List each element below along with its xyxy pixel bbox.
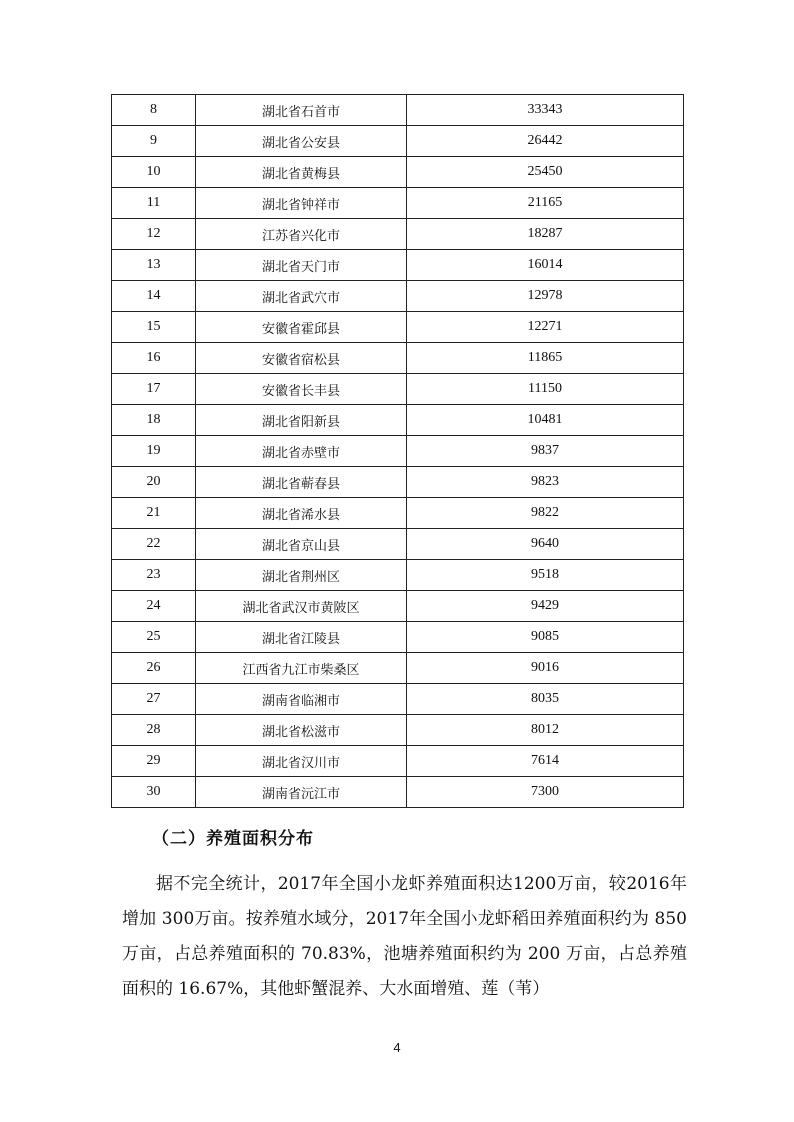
rank-cell: 11 bbox=[112, 188, 196, 219]
rank-cell: 29 bbox=[112, 746, 196, 777]
page-number: 4 bbox=[393, 1040, 401, 1055]
region-cell: 湖北省浠水县 bbox=[196, 498, 407, 529]
value-cell: 12271 bbox=[407, 312, 684, 343]
table-row bbox=[112, 777, 684, 808]
table-row bbox=[112, 529, 684, 560]
table-row bbox=[112, 591, 684, 622]
region-cell: 湖北省钟祥市 bbox=[196, 188, 407, 219]
rank-cell: 17 bbox=[112, 374, 196, 405]
table-row bbox=[112, 95, 684, 126]
region-cell: 湖北省江陵县 bbox=[196, 622, 407, 653]
value-cell: 10481 bbox=[407, 405, 684, 436]
rank-cell: 20 bbox=[112, 467, 196, 498]
table-row bbox=[112, 622, 684, 653]
region-cell: 湖南省沅江市 bbox=[196, 777, 407, 808]
region-cell: 湖北省松滋市 bbox=[196, 715, 407, 746]
region-cell: 湖北省汉川市 bbox=[196, 746, 407, 777]
value-cell: 9837 bbox=[407, 436, 684, 467]
rank-cell: 19 bbox=[112, 436, 196, 467]
value-cell: 12978 bbox=[407, 281, 684, 312]
rank-cell: 16 bbox=[112, 343, 196, 374]
region-cell: 湖北省荆州区 bbox=[196, 560, 407, 591]
region-cell: 湖北省武汉市黄陂区 bbox=[196, 591, 407, 622]
table-row bbox=[112, 374, 684, 405]
ranking-table-body bbox=[112, 95, 684, 808]
section-heading: （二）养殖面积分布 bbox=[152, 829, 314, 849]
region-cell: 湖北省蕲春县 bbox=[196, 467, 407, 498]
rank-cell: 28 bbox=[112, 715, 196, 746]
value-cell: 25450 bbox=[407, 157, 684, 188]
value-cell: 21165 bbox=[407, 188, 684, 219]
table-row bbox=[112, 498, 684, 529]
value-cell: 9518 bbox=[407, 560, 684, 591]
region-cell: 湖北省石首市 bbox=[196, 95, 407, 126]
region-cell: 湖北省阳新县 bbox=[196, 405, 407, 436]
value-cell: 16014 bbox=[407, 250, 684, 281]
region-cell: 湖南省临湘市 bbox=[196, 684, 407, 715]
section-paragraph: 据不完全统计，2017年全国小龙虾养殖面积达1200万亩，较2016年增加 300万亩。按养殖水域分，2017年全国小龙虾稻田养殖面积约为 850万亩，占总养殖面积的 70.83%，池塘养殖面积约为 200 万亩，占总养殖面积的 16.67%，其他虾蟹混养、大水面增殖、莲（苇） bbox=[122, 874, 687, 999]
rank-cell: 27 bbox=[112, 684, 196, 715]
table-row bbox=[112, 715, 684, 746]
value-cell: 7614 bbox=[407, 746, 684, 777]
table-row bbox=[112, 126, 684, 157]
table-row bbox=[112, 684, 684, 715]
table-row bbox=[112, 405, 684, 436]
region-cell: 湖北省赤壁市 bbox=[196, 436, 407, 467]
value-cell: 8035 bbox=[407, 684, 684, 715]
region-cell: 湖北省黄梅县 bbox=[196, 157, 407, 188]
region-cell: 安徽省宿松县 bbox=[196, 343, 407, 374]
rank-cell: 25 bbox=[112, 622, 196, 653]
region-cell: 湖北省武穴市 bbox=[196, 281, 407, 312]
value-cell: 9822 bbox=[407, 498, 684, 529]
rank-cell: 24 bbox=[112, 591, 196, 622]
rank-cell: 13 bbox=[112, 250, 196, 281]
value-cell: 33343 bbox=[407, 95, 684, 126]
region-cell: 安徽省霍邱县 bbox=[196, 312, 407, 343]
value-cell: 26442 bbox=[407, 126, 684, 157]
value-cell: 9640 bbox=[407, 529, 684, 560]
value-cell: 11150 bbox=[407, 374, 684, 405]
value-cell: 9016 bbox=[407, 653, 684, 684]
rank-cell: 10 bbox=[112, 157, 196, 188]
rank-cell: 30 bbox=[112, 777, 196, 808]
rank-cell: 14 bbox=[112, 281, 196, 312]
table-row bbox=[112, 436, 684, 467]
value-cell: 11865 bbox=[407, 343, 684, 374]
value-cell: 8012 bbox=[407, 715, 684, 746]
table-row bbox=[112, 343, 684, 374]
rank-cell: 12 bbox=[112, 219, 196, 250]
rank-cell: 9 bbox=[112, 126, 196, 157]
region-cell: 江苏省兴化市 bbox=[196, 219, 407, 250]
region-cell: 湖北省公安县 bbox=[196, 126, 407, 157]
value-cell: 9823 bbox=[407, 467, 684, 498]
rank-cell: 23 bbox=[112, 560, 196, 591]
table-row bbox=[112, 560, 684, 591]
table-row bbox=[112, 312, 684, 343]
region-cell: 湖北省天门市 bbox=[196, 250, 407, 281]
rank-cell: 22 bbox=[112, 529, 196, 560]
table-row bbox=[112, 467, 684, 498]
table-row bbox=[112, 653, 684, 684]
rank-cell: 18 bbox=[112, 405, 196, 436]
ranking-table bbox=[111, 94, 684, 808]
rank-cell: 26 bbox=[112, 653, 196, 684]
region-cell: 安徽省长丰县 bbox=[196, 374, 407, 405]
rank-cell: 8 bbox=[112, 95, 196, 126]
table-row bbox=[112, 746, 684, 777]
value-cell: 9429 bbox=[407, 591, 684, 622]
value-cell: 9085 bbox=[407, 622, 684, 653]
table-row bbox=[112, 188, 684, 219]
rank-cell: 15 bbox=[112, 312, 196, 343]
table-row bbox=[112, 157, 684, 188]
region-cell: 江西省九江市柴桑区 bbox=[196, 653, 407, 684]
table-row bbox=[112, 281, 684, 312]
region-cell: 湖北省京山县 bbox=[196, 529, 407, 560]
value-cell: 18287 bbox=[407, 219, 684, 250]
rank-cell: 21 bbox=[112, 498, 196, 529]
value-cell: 7300 bbox=[407, 777, 684, 808]
table-row bbox=[112, 219, 684, 250]
table-row bbox=[112, 250, 684, 281]
